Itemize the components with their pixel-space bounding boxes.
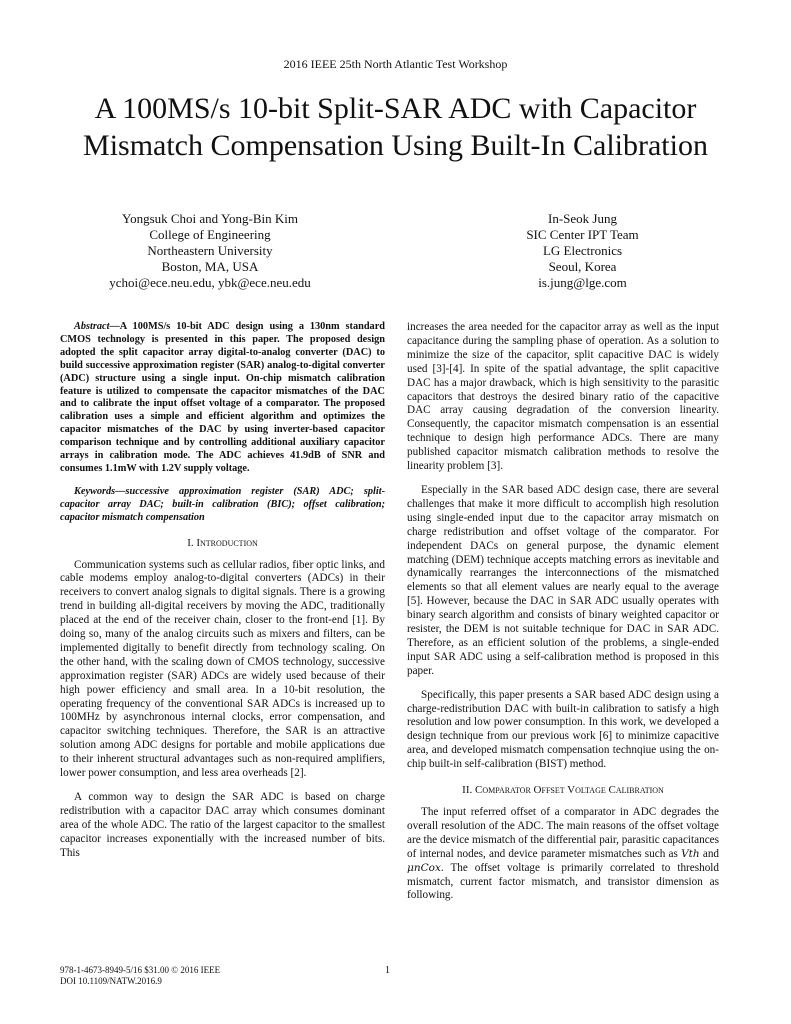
keywords-label: Keywords— <box>74 485 126 497</box>
abstract <box>60 321 385 476</box>
author-names: Yongsuk Choi and Yong-Bin Kim <box>121 211 299 226</box>
intro-paragraph-5: Specifically, this paper presents a SAR based ADC design using a charge-redistribution DAC with built-in calibration to satisfy a high resolution and low power consumption. In this work, we developed a design technique from our previous work [6] to minimize capacitive area, and developed mismatch compensation technqiue using the on-chip built-in self-calibration (BIST) method. <box>407 688 719 771</box>
author-university: Northeastern University <box>147 243 273 258</box>
author-location: Boston, MA, USA <box>161 259 259 274</box>
author-email: ychoi@ece.neu.edu, ybk@ece.neu.edu <box>109 275 311 290</box>
paper-title <box>0 90 791 164</box>
intro-paragraph-4: Especially in the SAR based ADC design case, there are several challenges that make it more difficult to accomplish high resolution using single-ended input due to the capacitor array mismatch on charge redistribution and offset voltage of the comparator. For independent DACs on general purpose, the dynamic element matching (DEM) technique accepts matching errors as inevitable and dynamically rearranges the interconnections of the mismatched elements so that all element values are nearly equal to the average [5]. However, because the DAC in SAR ADC usually operates with binary search algorithm and consists of binary weighted capacitor or resister, the DEM is not suitable technique for DAC in SAR ADC. Therefore, as an efficient solution of the problems, a single-ended input SAR ADC using a self-calibration method is proposed in this paper. <box>407 483 719 677</box>
author-email: is.jung@lge.com <box>538 275 627 290</box>
author-college: College of Engineering <box>149 227 271 242</box>
title-line-1: A 100MS/s 10-bit Split-SAR ADC with Capacitor <box>94 92 697 125</box>
footer-copyright <box>60 965 220 987</box>
section-1-heading: I. Introduction <box>187 536 258 549</box>
author-block-left <box>60 211 360 291</box>
intro-paragraph-1: Communication systems such as cellular radios, fiber optic links, and cable modems employ analog-to-digital converters (ADCs) in their receivers to convert analog signals to digital signals. There is a growing trend in building all-digital receivers by moving the ADC, traditionally placed at the end of the receiver chain, closer to the front-end [1]. By doing so, many of the analog circuits such as mixers and filters, can be implemented digitally to benefit directly from technology scaling. On the other hand, with the scaling down of CMOS technology, successive approximation register (SAR) ADCs are widely used because of their high power efficiency and small area. In a 10-bit resolution, the operating frequency of the conventional SAR ADCs is increased up to 100MHz by asynchronous internal clocks, error compensation, and capacitor switching techniques. Therefore, the SAR is an attractive solution among ADC designs for portable and mobile applications due to their inherent structural advantages such as non-required amplifiers, lower power consumption, and less area overheads [2]. <box>60 558 385 780</box>
page-number: 1 <box>385 965 390 976</box>
intro-paragraph-2: A common way to design the SAR ADC is based on charge redistribution with a capacitor DAC array which consumes dominant area of the whole ADC. The ratio of the largest capacitor to the smallest capacitor increases exponentially with the increased number of bits. This <box>60 791 385 859</box>
keywords <box>60 486 385 525</box>
footer-isbn: 978-1-4673-8949-5/16 $31.00 © 2016 IEEE <box>60 965 221 975</box>
author-block-right <box>430 211 735 291</box>
right-column <box>407 321 719 913</box>
conference-header: 2016 IEEE 25th North Atlantic Test Workshop <box>283 57 508 71</box>
footer-doi: DOI 10.1109/NATW.2016.9 <box>60 976 162 986</box>
author-company: LG Electronics <box>542 243 623 258</box>
author-location: Seoul, Korea <box>548 259 617 274</box>
section-2-heading: II. Comparator Offset Voltage Calibration <box>462 784 664 797</box>
author-team: SIC Center IPT Team <box>526 227 639 242</box>
author-names: In-Seok Jung <box>548 211 617 226</box>
abstract-text: A 100MS/s 10-bit ADC design using a 130nm standard CMOS technology is presented in this paper. The proposed design adopted the split capacitor array digital-to-analog converter (DAC) to build successive approximation register (SAR) analog-to-digital converter (ADC) structure using a single input. On-chip mismatch calibration feature is utilized to compensate the capacitor mismatches of the DAC and to calibrate the input offset voltage of a comparator. The proposed calibration uses a simple and efficient algorithm and optimizes the capacitor mismatches of the DAC by using inverter-based capacitor comparison technique and by controlling additional auxiliary capacitor arrays in calibration mode. The ADC achieves 41.9dB of SNR and consumes 1.1mW with 1.2V supply voltage. <box>60 321 385 474</box>
math-mu-cox: μnCox <box>407 861 441 874</box>
intro-paragraph-3: increases the area needed for the capacitor array as well as the input capacitance during the sampling phase of operation. As a solution to minimize the size of the capacitor, split capacitive DAC is widely used [3]-[4]. In spite of the spatial advantage, the split capacitive DAC has a major drawback, which is high sensitivity to the parasitic capacitors that destroys the desired binary ratio of the capacitive DAC array causing degradation of the conversion linearity. Consequently, the capacitor mismatch compensation is an essential technique to design high performance ADCs. There are many published capacitor mismatch calibration methods to resolve the linearity problem [3]. <box>407 321 719 473</box>
math-vth: Vth <box>681 847 700 860</box>
title-line-2: Mismatch Compensation Using Built-In Calibration <box>83 129 708 162</box>
abstract-label: Abstract— <box>74 321 120 332</box>
left-column <box>60 321 385 871</box>
section-2-paragraph-1: The input referred offset of a comparator in ADC degrades the overall resolution of the ADC. The main reasons of the offset voltage are the device mismatch of the differential pair, parasitic capacitances of internal nodes, and device parameter mismatches such as Vth and μnCox. The offset voltage is primarily correlated to threshold mismatch, current factor mismatch, and transistor dimension as following. <box>407 806 720 902</box>
keywords-text: successive approximation register (SAR) ADC; split-capacitor array DAC; built-in calibration (BIC); offset calibration; capacitor mismatch compensation <box>60 485 385 523</box>
